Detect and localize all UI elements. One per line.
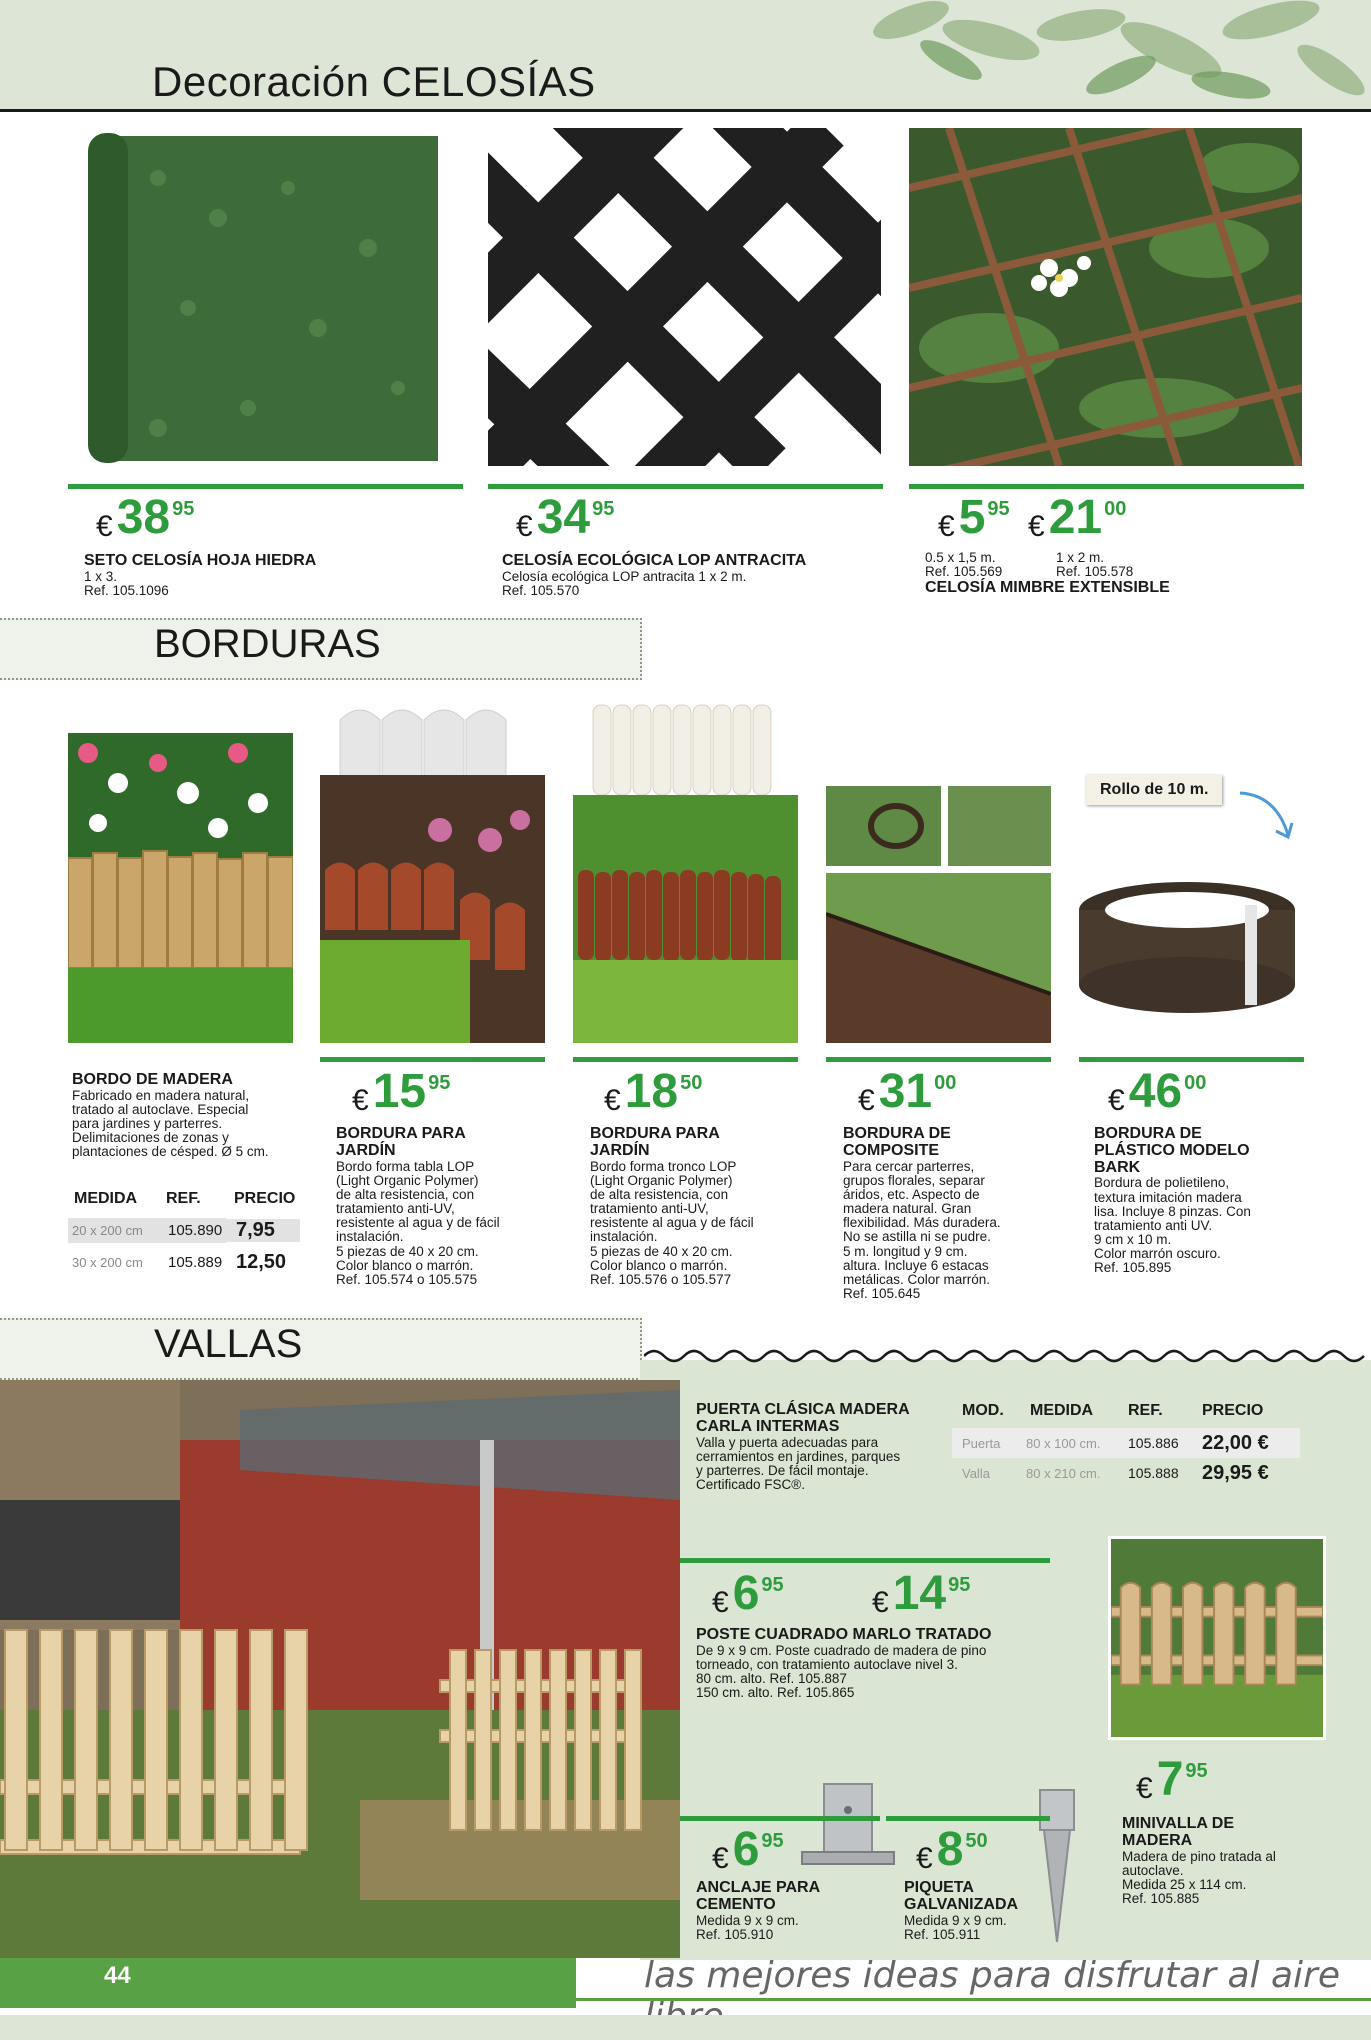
product-name: CELOSÍA ECOLÓGICA LOP ANTRACITA — [502, 552, 807, 569]
bordo-madera-photo — [68, 733, 293, 1043]
rule-b1 — [320, 1057, 545, 1062]
table-header: MOD. MEDIDA REF. PRECIO — [962, 1402, 1264, 1419]
anclaje-image — [798, 1780, 898, 1870]
table-row: Valla 80 x 210 cm. 105.888 29,95 € — [962, 1461, 1269, 1484]
table-row: Puerta 80 x 100 cm. 105.886 22,00 € — [952, 1428, 1300, 1458]
rule-v3 — [886, 1816, 1050, 1821]
bordura-bark-photo — [1075, 880, 1300, 1020]
bordura-composite-photo — [826, 786, 1051, 1043]
footer-band — [0, 1958, 576, 2008]
product-piqueta: PIQUETA GALVANIZADA Medida 9 x 9 cm. Ref. 105.911 — [904, 1879, 1019, 1942]
price-mimbre-a: € 5 95 — [938, 491, 1010, 544]
price-poste-a: € 6 95 — [712, 1567, 784, 1620]
price-minivalla: € 7 95 — [1136, 1753, 1208, 1806]
bordura-tabla-photo — [320, 700, 545, 1043]
bordo-madera-table — [68, 1186, 310, 1276]
product-anclaje: ANCLAJE PARA CEMENTO Medida 9 x 9 cm. Ref. 105.910 — [696, 1879, 821, 1942]
table-row: 30 x 200 cm 105.889 12,50 — [72, 1250, 287, 1273]
rule-1 — [68, 484, 463, 489]
price-seto: € 38 95 — [96, 491, 195, 544]
rule-b2 — [573, 1057, 798, 1062]
product-bordura-bark: BORDURA DE PLÁSTICO MODELO BARK Bordura de polietileno, textura imitación madera lisa. Incluye 8 pinzas. Con tratamiento anti UV. 9 cm x 10 m. Color marrón oscuro. Ref. 105.895 — [1094, 1125, 1251, 1276]
price-piqueta: € 8 50 — [916, 1823, 988, 1876]
bottom-bar — [0, 2015, 1371, 2040]
rule-3 — [909, 484, 1304, 489]
product-poste: POSTE CUADRADO MARLO TRATADO De 9 x 9 cm. Poste cuadrado de madera de pino torneado, con tratamiento autoclave nivel 3. 80 cm. alto. Ref. 105.887 150 cm. alto. Ref. 105.865 — [696, 1626, 992, 1701]
product-bordura-tronco: BORDURA PARA JARDÍN Bordo forma tronco LOP (Light Organic Polymer) de alta resistencia, con tratamiento anti-UV, resistente al agua y de fácil instalación. 5 piezas de 40 x 20 cm. Color blanco o marrón. Ref. 105.576 o 105.577 — [590, 1125, 754, 1287]
section-title-vallas: VALLAS — [154, 1322, 303, 1366]
arrow-icon — [1236, 785, 1296, 845]
puerta-table — [952, 1398, 1300, 1488]
price-bordura-tronco: € 18 50 — [604, 1065, 703, 1118]
product-bordura-tabla: BORDURA PARA JARDÍN Bordo forma tabla LOP (Light Organic Polymer) de alta resistencia, con tratamiento anti-UV, resistente al agua y de fácil instalación. 5 piezas de 40 x 20 cm. Color blanco o marrón. Ref. 105.574 o 105.575 — [336, 1125, 500, 1287]
section-title-borduras: BORDURAS — [154, 622, 381, 666]
wave-border — [644, 1346, 1371, 1366]
product-minivalla: MINIVALLA DE MADERA Madera de pino tratada al autoclave. Medida 25 x 114 cm. Ref. 105.885 — [1122, 1815, 1276, 1907]
celosia-lop-photo — [488, 128, 881, 466]
price-bordura-tabla: € 15 95 — [352, 1065, 451, 1118]
seto-hiedra-photo — [68, 128, 460, 466]
price-poste-b: € 14 95 — [872, 1567, 971, 1620]
rule-b3 — [826, 1057, 1051, 1062]
price-bordura-bark: € 46 00 — [1108, 1065, 1207, 1118]
celosia-mimbre-photo — [909, 128, 1302, 466]
price-bordura-composite: € 31 00 — [858, 1065, 957, 1118]
product-bordo-madera: BORDO DE MADERA Fabricado en madera natural, tratado al autoclave. Especial para jardines y parterres. Delimitaciones de zonas y plantaciones de césped. Ø 5 cm. — [72, 1071, 269, 1160]
table-header: MEDIDA REF. PRECIO — [74, 1190, 296, 1207]
mimbre-size-b: 1 x 2 m. Ref. 105.578 — [1056, 550, 1134, 580]
minivalla-photo — [1108, 1536, 1326, 1740]
price-mimbre-b: € 21 00 — [1028, 491, 1127, 544]
footer-line — [576, 1998, 1371, 2001]
rule-v1 — [680, 1558, 1050, 1563]
price-anclaje: € 6 95 — [712, 1823, 784, 1876]
vallas-band — [0, 1318, 642, 1380]
price-celosia-lop: € 34 95 — [516, 491, 615, 544]
valla-madera-photo — [0, 1380, 680, 1958]
product-seto: SETO CELOSÍA HOJA HIEDRA 1 x 3. Ref. 105.1096 — [84, 553, 464, 598]
rule-2 — [488, 484, 883, 489]
product-name-mimbre: CELOSÍA MIMBRE EXTENSIBLE — [925, 579, 1170, 596]
rule-b4 — [1079, 1057, 1304, 1062]
product-puerta: PUERTA CLÁSICA MADERA CARLA INTERMAS Valla y puerta adecuadas para cerramientos en jardines, parques y parterres. De fácil montaje. Certificado FSC®. — [696, 1401, 910, 1493]
product-name: SETO CELOSÍA HOJA HIEDRA — [84, 552, 317, 569]
leaves-decoration — [851, 0, 1371, 105]
bordura-tronco-photo — [573, 700, 798, 1043]
rule-v2 — [680, 1816, 880, 1821]
page-title: Decoración CELOSÍAS — [152, 58, 596, 105]
page-number: 44 — [104, 1962, 131, 1989]
callout-rollo: Rollo de 10 m. — [1086, 775, 1222, 805]
table-row: 20 x 200 cm 105.890 7,95 — [68, 1216, 310, 1244]
mimbre-size-a: 0.5 x 1,5 m. Ref. 105.569 — [925, 550, 1003, 580]
footer-slogan: las mejores ideas para disfrutar al aire — [644, 1955, 1340, 1996]
product-bordura-composite: BORDURA DE COMPOSITE Para cercar parterres, grupos florales, separar áridos, etc. Aspecto de madera natural. Gran flexibilidad. Más duradera. No se astilla ni se pudre. 5 m. longitud y 9 cm. altura. Incluye 6 estacas metálicas. Color marrón. Ref. 105.645 — [843, 1125, 1001, 1302]
product-celosia-lop: CELOSÍA ECOLÓGICA LOP ANTRACITA Celosía ecológica LOP antracita 1 x 2 m. Ref. 105.570 — [502, 553, 882, 598]
